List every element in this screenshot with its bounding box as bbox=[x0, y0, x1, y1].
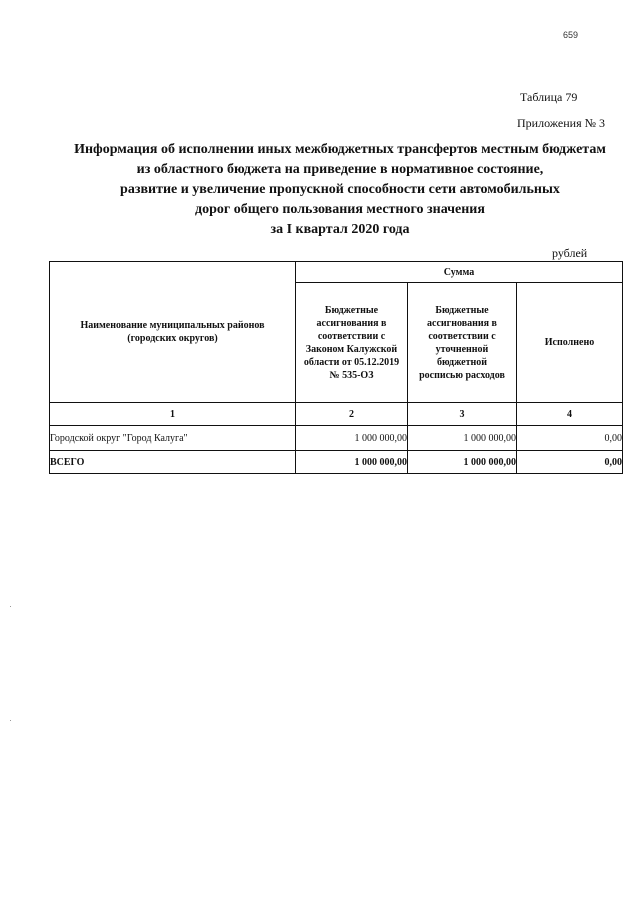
title-line: из областного бюджета на приведение в нормативное состояние, bbox=[136, 162, 544, 177]
title-line: развитие и увеличение пропускной способности сети автомобильных bbox=[120, 182, 560, 197]
row-executed: 0,00 bbox=[517, 426, 623, 451]
total-row bbox=[50, 451, 623, 474]
appendix-reference: Приложения № 3 bbox=[517, 116, 606, 130]
title-line: за I квартал 2020 года bbox=[270, 222, 410, 237]
header-executed: Исполнено bbox=[517, 283, 623, 403]
header-budget-law bbox=[296, 283, 408, 403]
scan-mark bbox=[10, 720, 11, 721]
report-table bbox=[49, 261, 623, 474]
total-name: ВСЕГО bbox=[50, 451, 296, 474]
unit-label: рублей bbox=[552, 246, 588, 260]
header-name-column bbox=[50, 262, 296, 403]
header-sum-group: Сумма bbox=[296, 262, 623, 283]
header-budget-law-label: Бюджетные ассигнования в соответствии с Законом Калужской области от 05.12.2019 № 535-ОЗ bbox=[303, 304, 400, 381]
row-budget-refined: 1 000 000,00 bbox=[408, 426, 517, 451]
total-budget-refined: 1 000 000,00 bbox=[408, 451, 517, 474]
column-number: 1 bbox=[50, 403, 296, 426]
header-budget-refined bbox=[408, 283, 517, 403]
page-number: 659 bbox=[563, 30, 579, 40]
column-number: 3 bbox=[408, 403, 517, 426]
column-number: 4 bbox=[517, 403, 623, 426]
title-line: Информация об исполнении иных межбюджетных трансфертов местным бюджетам bbox=[74, 142, 606, 157]
row-budget-law: 1 000 000,00 bbox=[296, 426, 408, 451]
table-reference: Таблица 79 bbox=[520, 90, 578, 104]
header-name-label: Наименование муниципальных районов (городских округов) bbox=[80, 320, 265, 344]
column-number: 2 bbox=[296, 403, 408, 426]
total-budget-law: 1 000 000,00 bbox=[296, 451, 408, 474]
document-title bbox=[40, 140, 640, 240]
title-line: дорог общего пользования местного значения bbox=[195, 202, 485, 217]
row-name: Городской округ "Город Калуга" bbox=[50, 426, 296, 451]
total-executed: 0,00 bbox=[517, 451, 623, 474]
table-row bbox=[50, 426, 623, 451]
header-budget-refined-label: Бюджетные ассигнования в соответствии с уточненной бюджетной росписью расходов bbox=[419, 304, 505, 381]
scan-mark bbox=[10, 606, 11, 607]
